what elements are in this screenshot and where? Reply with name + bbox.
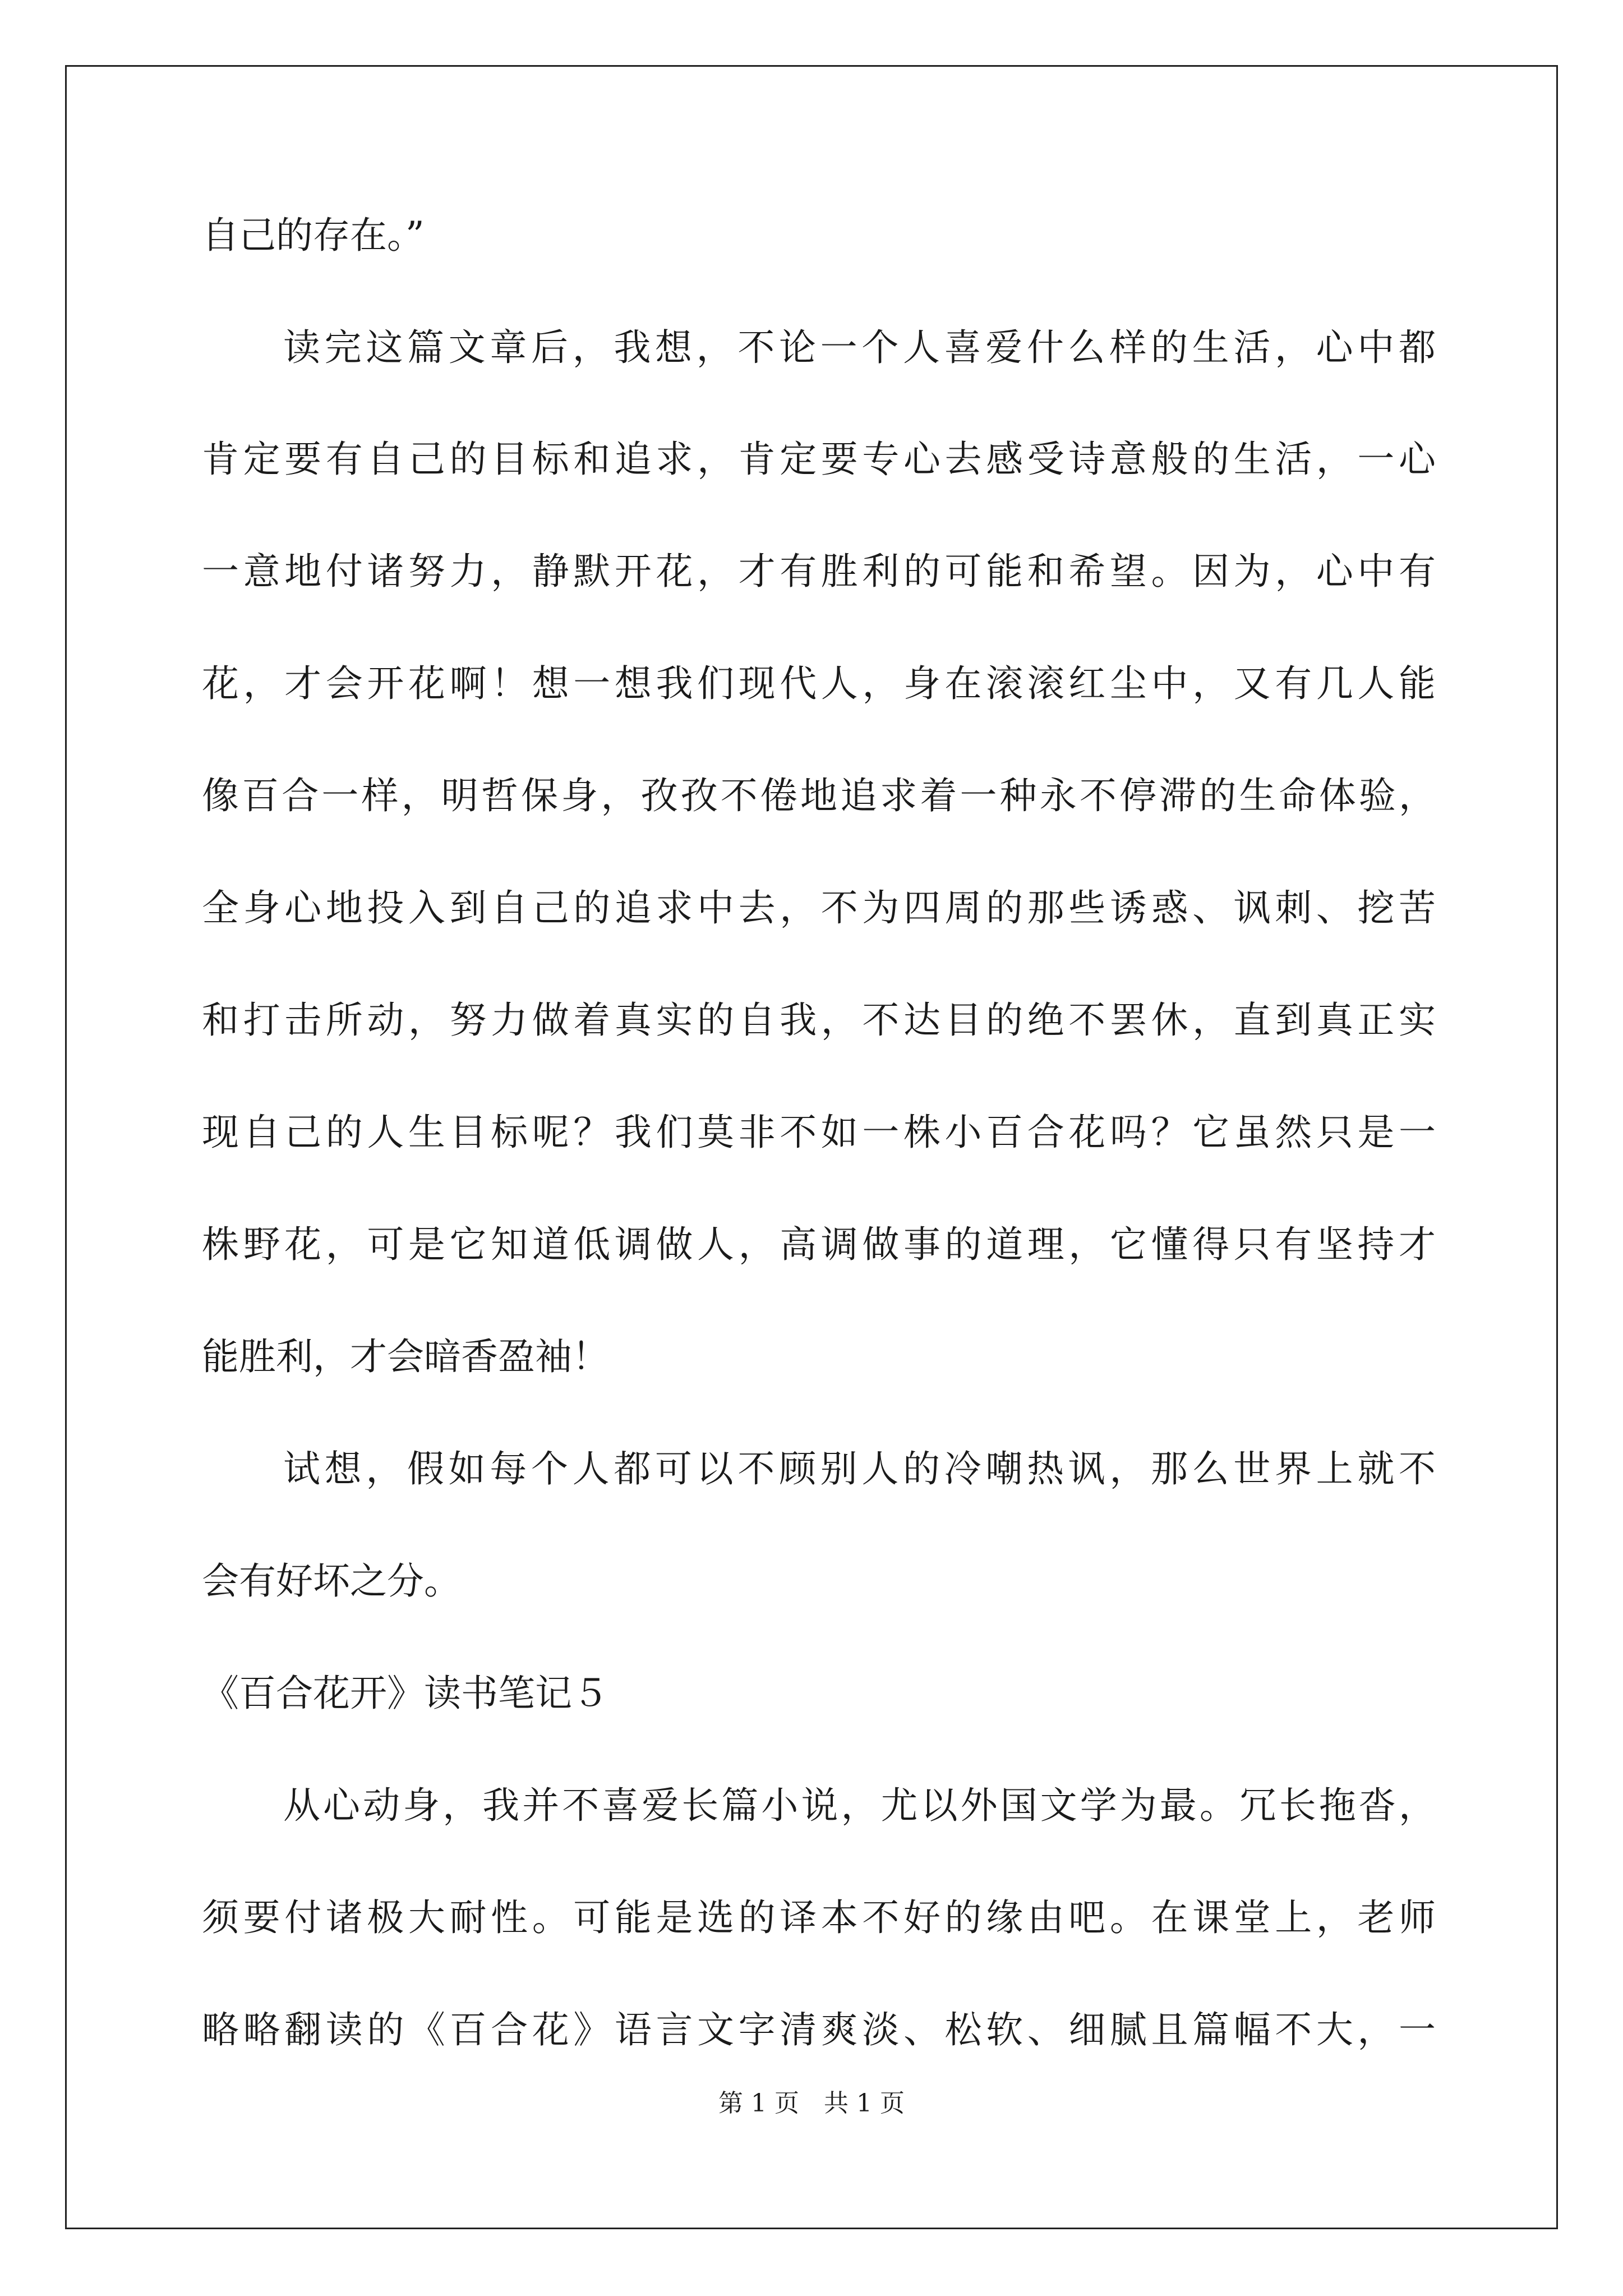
text-line: 自己的存在。” [202, 214, 425, 257]
text-line: 像百合一样，明哲保身，孜孜不倦地追求着一种永不停滞的生命体验， [202, 774, 1436, 817]
text-line: 全身心地投入到自己的追求中去，不为四周的那些诱惑、讽刺、挖苦 [202, 886, 1436, 930]
text-line: 会有好坏之分。 [202, 1559, 461, 1603]
text-line: 一意地付诸努力，静默开花，才有胜利的可能和希望。因为，心中有 [202, 550, 1436, 593]
paragraph-first-line: 试想，假如每个人都可以不顾别人的冷嘲热讽，那么世界上就不 [283, 1447, 1436, 1490]
text-line: 现自己的人生目标呢？我们莫非不如一株小百合花吗？它虽然只是一 [202, 1111, 1436, 1154]
paragraph-first-line: 从心动身，我并不喜爱长篇小说，尤以外国文学为最。冗长拖沓， [283, 1784, 1436, 1827]
text-line: 花，才会开花啊！想一想我们现代人，身在滚滚红尘中，又有几人能 [202, 662, 1436, 705]
text-line: 株野花，可是它知道低调做人，高调做事的道理，它懂得只有坚持才 [202, 1223, 1436, 1266]
section-heading: 《百合花开》读书笔记５ [202, 1672, 609, 1715]
text-line: 能胜利，才会暗香盈袖！ [202, 1335, 609, 1378]
text-line: 肯定要有自己的目标和追求，肯定要专心去感受诗意般的生活，一心 [202, 438, 1436, 481]
paragraph-first-line: 读完这篇文章后，我想，不论一个人喜爱什么样的生活，心中都 [283, 326, 1436, 369]
text-line: 须要付诸极大耐性。可能是选的译本不好的缘由吧。在课堂上，老师 [202, 1896, 1436, 1939]
text-line: 略略翻读的《百合花》语言文字清爽淡、松软、细腻且篇幅不大，一 [202, 2008, 1436, 2051]
text-line: 和打击所动，努力做着真实的自我，不达目的绝不罢休，直到真正实 [202, 999, 1436, 1042]
page-footer: 第 1 页 共 1 页 [718, 2089, 905, 2118]
